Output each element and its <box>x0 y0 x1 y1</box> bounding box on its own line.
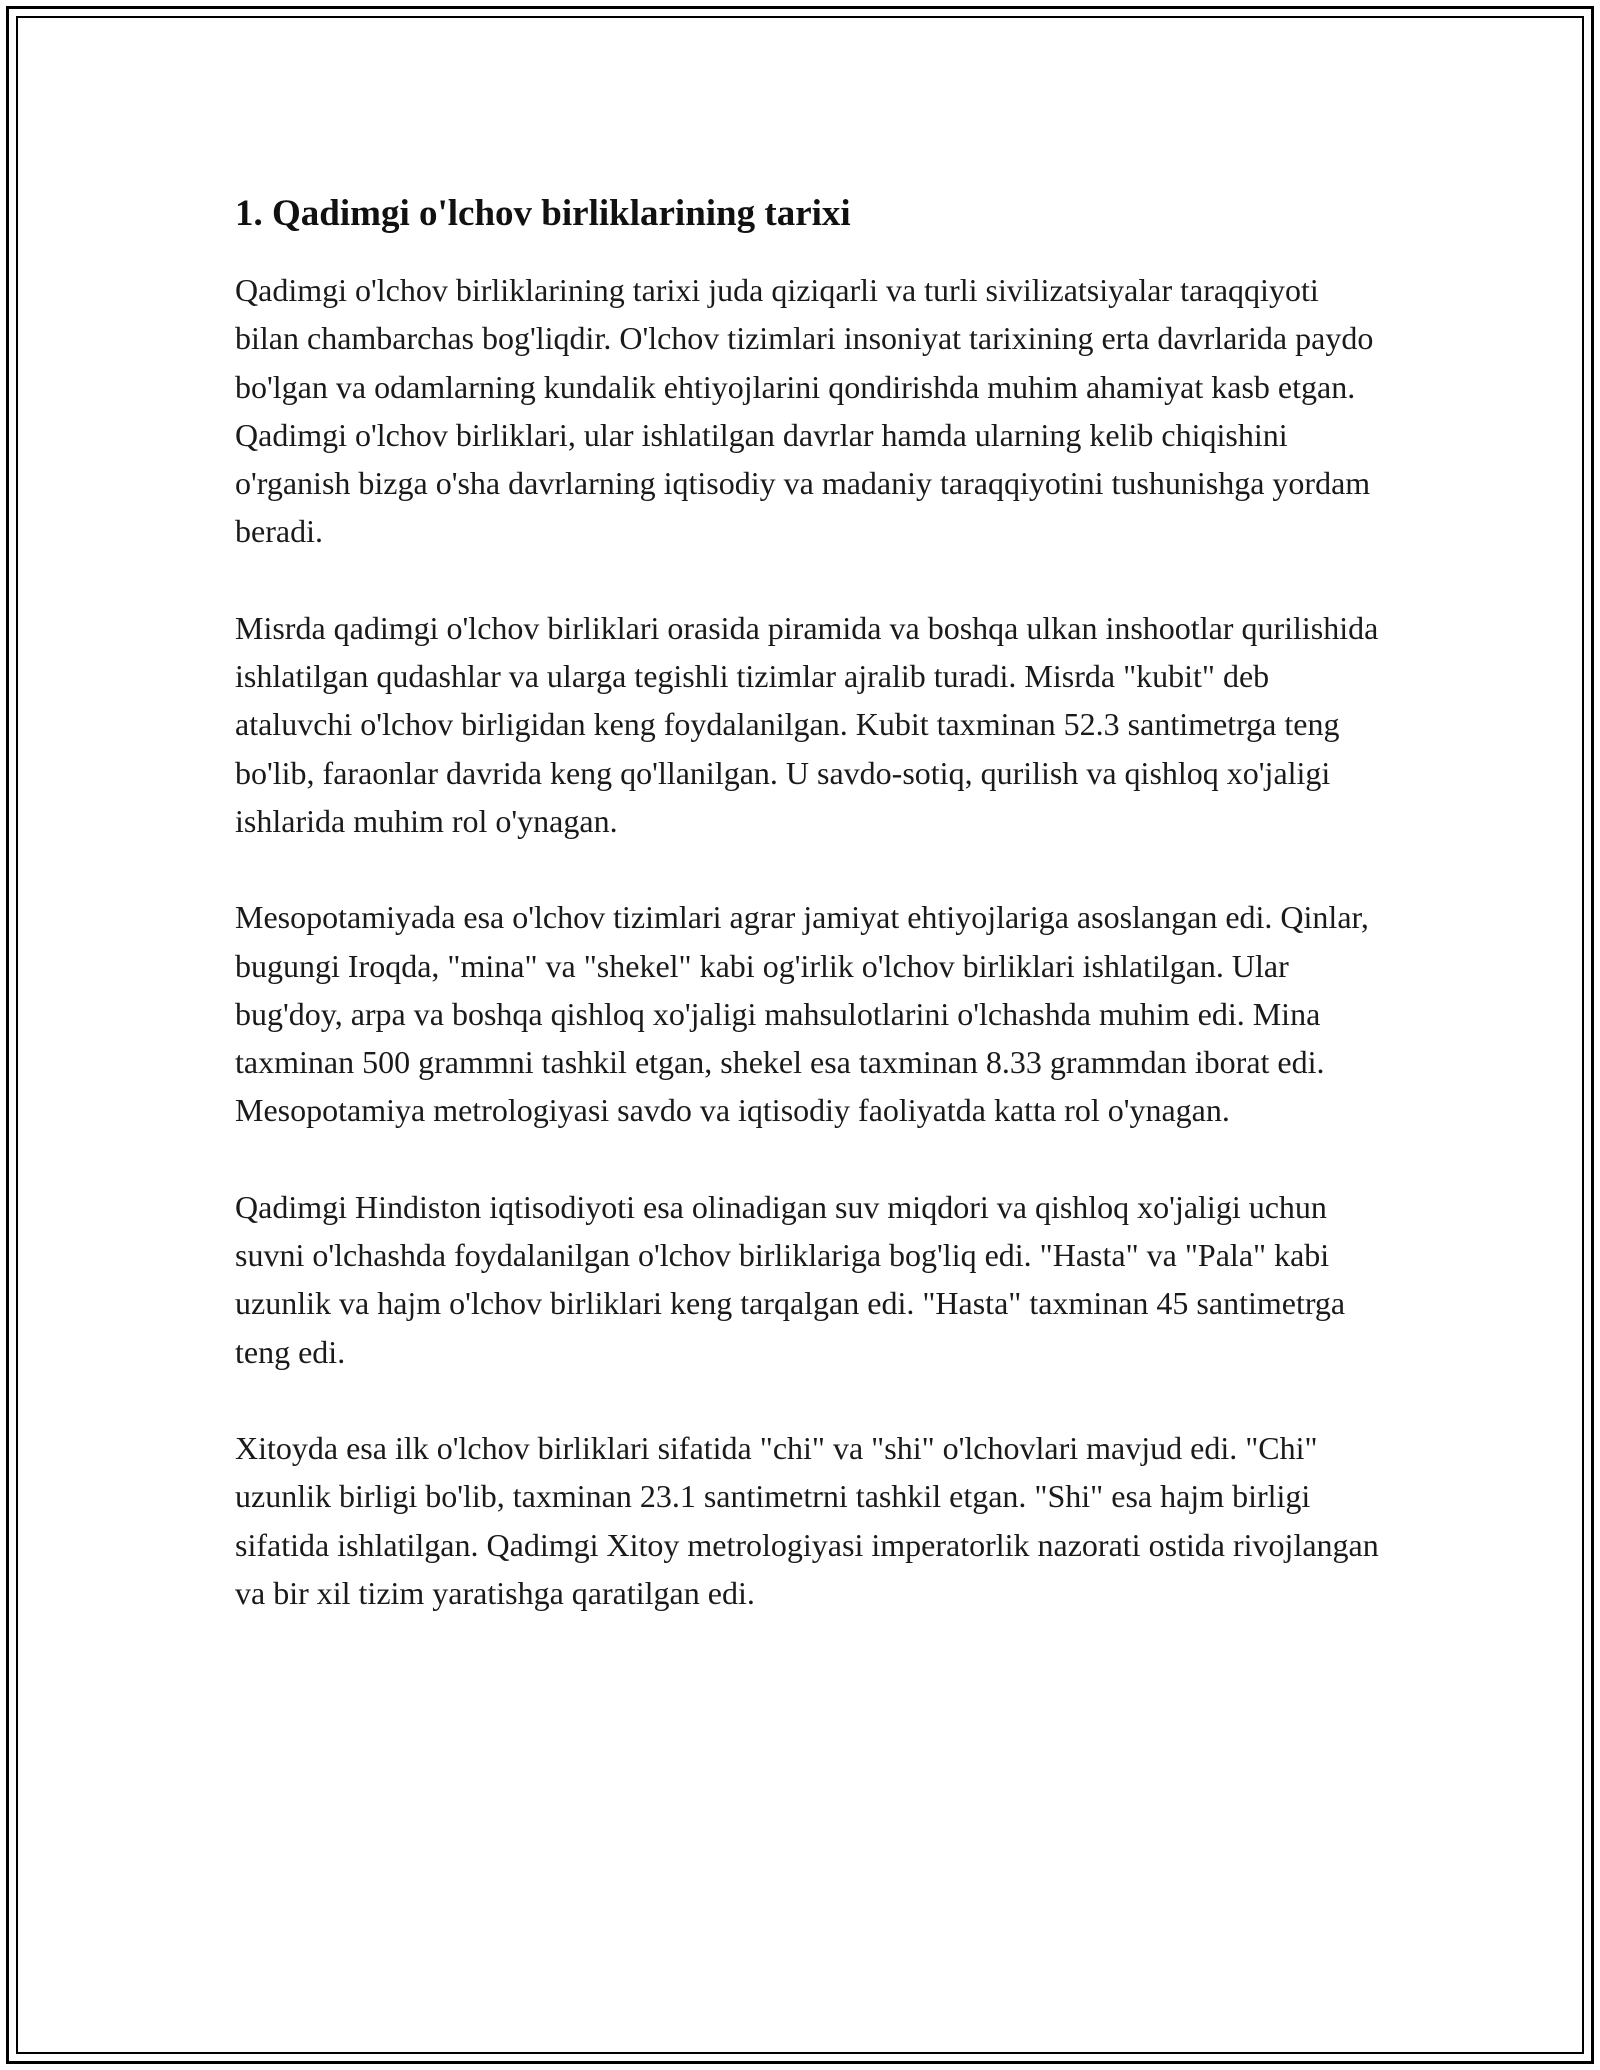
paragraph-egypt: Misrda qadimgi o'lchov birliklari orasida piramida va boshqa ulkan inshootlar qurilishida ishlatilgan qudashlar va ularga tegishli tizimlar ajralib turadi. Misrda "kubit" deb ataluvchi o'lchov birligidan keng foydalanilgan. Kubit taxminan 52.3 santimetrga teng bo'lib, faraonlar davrida keng qo'llanilgan. U savdo-sotiq, qurilish va qishloq xo'jaligi ishlarida muhim rol o'ynagan. <box>235 609 1379 839</box>
paragraph-intro: Qadimgi o'lchov birliklarining tarixi juda qiziqarli va turli sivilizatsiyalar taraqqiyoti bilan chambarchas bog'liqdir. O'lchov tizimlari insoniyat tarixining erta davrlarida paydo bo'lgan va odamlarning kundalik ehtiyojlarini qondirishda muhim ahamiyat kasb etgan. Qadimgi o'lchov birliklari, ular ishlatilgan davrlar hamda ularning kelib chiqishini o'rganish bizga o'sha davrlarning iqtisodiy va madaniy taraqqiyotini tushunishga yordam beradi. <box>235 272 1374 550</box>
section-title: 1. Qadimgi o'lchov birliklarining tarixi <box>235 193 851 234</box>
paragraph-india: Qadimgi Hindiston iqtisodiyoti esa olinadigan suv miqdori va qishloq xo'jaligi uchun suvni o'lchashda foydalanilgan o'lchov birliklariga bog'liq edi. "Hasta" va "Pala" kabi uzunlik va hajm o'lchov birliklari keng tarqalgan edi. "Hasta" taxminan 45 santimetrga teng edi. <box>235 1188 1346 1370</box>
paragraph-mesopotamia: Mesopotamiyada esa o'lchov tizimlari agrar jamiyat ehtiyojlariga asoslangan edi. Qinlar, bugungi Iroqda, "mina" va "shekel" kabi og'irlik o'lchov birliklari ishlatilgan. Ular bug'doy, arpa va boshqa qishloq xo'jaligi mahsulotlarini o'lchashda muhim edi. Mina taxminan 500 grammni tashkil etgan, shekel esa taxminan 8.33 grammdan iborat edi. Mesopotamiya metrologiyasi savdo va iqtisodiy faoliyatda katta rol o'ynagan. <box>235 899 1369 1129</box>
document-body <box>235 186 1385 1665</box>
paragraph-china: Xitoyda esa ilk o'lchov birliklari sifatida "chi" va "shi" o'lchovlari mavjud edi. "Chi" uzunlik birligi bo'lib, taxminan 23.1 santimetrni tashkil etgan. "Shi" esa hajm birligi sifatida ishlatilgan. Qadimgi Xitoy metrologiyasi imperatorlik nazorati ostida rivojlangan va bir xil tizim yaratishga qaratilgan edi. <box>235 1429 1379 1611</box>
